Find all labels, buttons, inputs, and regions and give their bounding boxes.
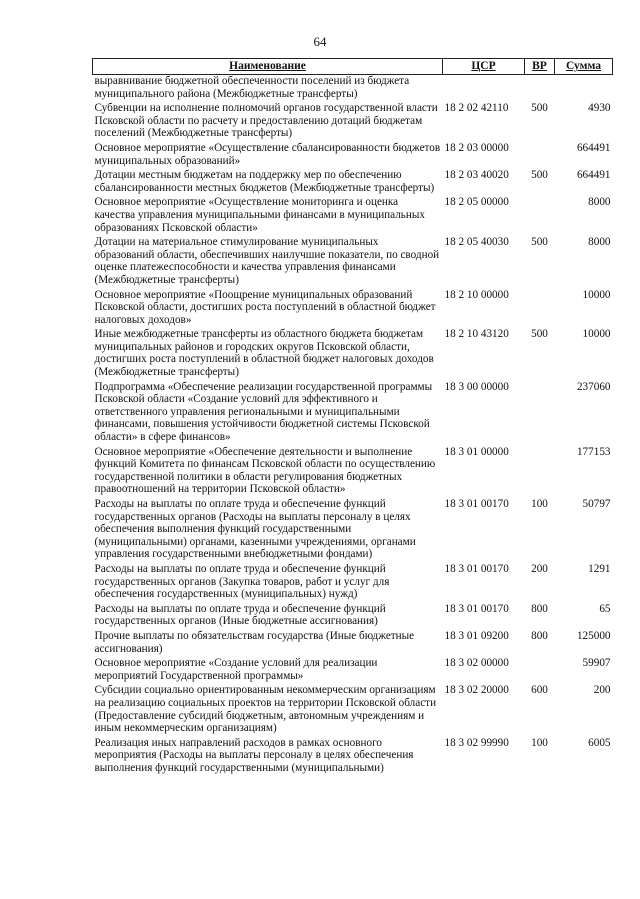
cell-csr: 18 3 02 00000: [444, 657, 509, 670]
cell-sum: [555, 75, 613, 103]
cell-vr: 800: [531, 629, 548, 642]
table-row: [93, 684, 613, 736]
cell-name: Дотации на материальное стимулирование муниципальных образований области, обеспечивших наилучшие показатели, по сводной оценке платежеспособности и качества управления финансами (Межбюджетные трансферты): [94, 236, 440, 286]
cell-vr: [525, 289, 555, 329]
header-csr: ЦСР: [443, 59, 525, 75]
cell-name: Основное мероприятие «Осуществление мониторинга и оценка качества управления муниципальными финансами в муниципальных образованиях Псковской области»: [94, 196, 426, 234]
cell-sum: 10000: [582, 328, 611, 341]
cell-csr: 18 3 02 20000: [444, 684, 509, 697]
cell-sum: 6005: [588, 736, 611, 749]
cell-sum: 125000: [576, 629, 611, 642]
cell-sum: 177153: [576, 445, 611, 458]
cell-vr: 500: [531, 328, 548, 341]
cell-sum: 8000: [588, 236, 611, 249]
cell-name: Расходы на выплаты по оплате труда и обеспечение функций государственных органов (Иные бюджетные ассигнования): [94, 602, 386, 628]
cell-name: Основное мероприятие «Поощрение муниципальных образований Псковской области, достигших роста поступлений в областной бюджет налоговых доходов»: [94, 288, 436, 326]
table-row: [93, 630, 613, 657]
table-row: [93, 381, 613, 446]
cell-vr: [525, 446, 555, 498]
cell-vr: 500: [531, 102, 548, 115]
cell-vr: 500: [531, 169, 548, 182]
table-row: [93, 498, 613, 563]
table-row: [93, 446, 613, 498]
cell-name: Основное мероприятие «Осуществление сбалансированности бюджетов муниципальных образований»: [94, 141, 441, 167]
cell-sum: 4930: [588, 102, 611, 115]
cell-name: Основное мероприятие «Создание условий для реализации мероприятий Государственной программы»: [94, 657, 378, 682]
cell-sum: 59907: [582, 657, 611, 670]
table-row: [93, 328, 613, 380]
cell-name: выравнивание бюджетной обеспеченности поселений из бюджета муниципального района (Межбюджетные трансферты): [94, 75, 410, 100]
cell-csr: 18 3 01 00170: [444, 562, 509, 575]
header-vr: ВР: [525, 59, 555, 75]
table-row: [93, 75, 613, 103]
cell-vr: [525, 75, 555, 103]
table-row: [93, 657, 613, 684]
table-row: [93, 169, 613, 196]
cell-vr: 800: [531, 602, 548, 615]
cell-name: Иные межбюджетные трансферты из областного бюджета бюджетам муниципальных районов и городских округов Псковской области, достигших роста поступлений в областной бюджет налоговых доходов (Межбюджетные трансферты): [94, 328, 434, 379]
cell-sum: 10000: [582, 288, 611, 301]
cell-csr: 18 3 02 99990: [444, 736, 509, 749]
cell-csr: 18 3 00 00000: [444, 380, 509, 393]
cell-csr: 18 3 01 00170: [444, 498, 509, 510]
cell-name: Реализация иных направлений расходов в рамках основного мероприятия (Расходы на выплаты персоналу в целях обеспечения выполнения функций государственными (муниципальными): [94, 736, 414, 774]
table-row: [93, 737, 613, 777]
cell-vr: [525, 142, 555, 169]
header-name: Наименование: [93, 59, 443, 75]
cell-csr: 18 2 03 00000: [444, 141, 509, 154]
cell-vr: [525, 196, 555, 236]
cell-vr: 100: [531, 736, 548, 749]
table-row: [93, 142, 613, 169]
cell-name: Расходы на выплаты по оплате труда и обеспечение функций государственных органов (Расходы на выплаты персоналу в целях обеспечения выполнения функций государственными (муниципальными) органами, казенными учреждениями, органами управления государственными внебюджетными фондами): [94, 498, 416, 561]
cell-csr: 18 2 10 00000: [444, 288, 509, 301]
cell-csr: 18 2 05 40030: [444, 236, 509, 249]
cell-name: Расходы на выплаты по оплате труда и обеспечение функций государственных органов (Закупка товаров, работ и услуг для обеспечения государственных (муниципальных) нужд): [94, 562, 390, 601]
cell-sum: 8000: [588, 196, 611, 209]
page-number: 64: [313, 34, 327, 49]
cell-sum: 664491: [576, 141, 611, 154]
cell-sum: 664491: [576, 169, 611, 182]
cell-name: Субсидии социально ориентированным некоммерческим организациям на реализацию социальных проектов на территории Псковской области (Предоставление субсидий бюджетным, автономным учреждениям и иным некоммерческим организациям): [94, 684, 437, 735]
table-row: [93, 196, 613, 236]
cell-name: Основное мероприятие «Обеспечение деятельности и выполнение функций Комитета по финансам Псковской области по осуществлению государственной политики в области регулирования бюджетных правоотношений на территории Псковской области»: [94, 445, 436, 496]
header-sum: Сумма: [555, 59, 613, 75]
cell-vr: 500: [531, 236, 548, 249]
cell-sum: 1291: [588, 562, 611, 575]
cell-name: Прочие выплаты по обязательствам государства (Иные бюджетные ассигнования): [94, 629, 415, 655]
cell-vr: 200: [531, 562, 548, 575]
table-row: [93, 563, 613, 603]
budget-table: [92, 58, 613, 776]
table-row: [93, 289, 613, 329]
cell-csr: 18 2 03 40020: [444, 169, 509, 182]
cell-vr: 100: [531, 498, 548, 510]
cell-name: Подпрограмма «Обеспечение реализации государственной программы Псковской области «Создание условий для эффективного и ответственного управления региональными и муниципальными финансами, повышения устойчивости бюджетной системы Псковской области» в сфере финансов»: [94, 380, 433, 444]
cell-csr: [443, 75, 525, 103]
table-row: [93, 603, 613, 630]
cell-csr: 18 3 01 09200: [444, 629, 509, 642]
table-row: [93, 236, 613, 288]
cell-name: Дотации местным бюджетам на поддержку мер по обеспечению сбалансированности местных бюджетов (Межбюджетные трансферты): [94, 169, 435, 194]
cell-csr: 18 3 01 00000: [444, 445, 509, 458]
cell-name: Субвенции на исполнение полномочий органов государственной власти Псковской области по расчету и предоставлению дотаций бюджетам поселений (Межбюджетные трансферты): [94, 102, 438, 140]
cell-vr: 600: [531, 684, 548, 697]
cell-vr: [525, 381, 555, 446]
cell-csr: 18 2 05 00000: [444, 196, 509, 209]
cell-sum: 65: [599, 602, 611, 615]
cell-sum: 200: [593, 684, 611, 697]
cell-csr: 18 2 10 43120: [444, 328, 509, 341]
table-row: [93, 102, 613, 142]
cell-sum: 237060: [576, 380, 611, 393]
cell-csr: 18 3 01 00170: [444, 602, 509, 615]
table-header-row: [93, 59, 613, 75]
cell-sum: 50797: [582, 498, 611, 510]
cell-csr: 18 2 02 42110: [444, 102, 509, 115]
cell-vr: [525, 657, 555, 684]
